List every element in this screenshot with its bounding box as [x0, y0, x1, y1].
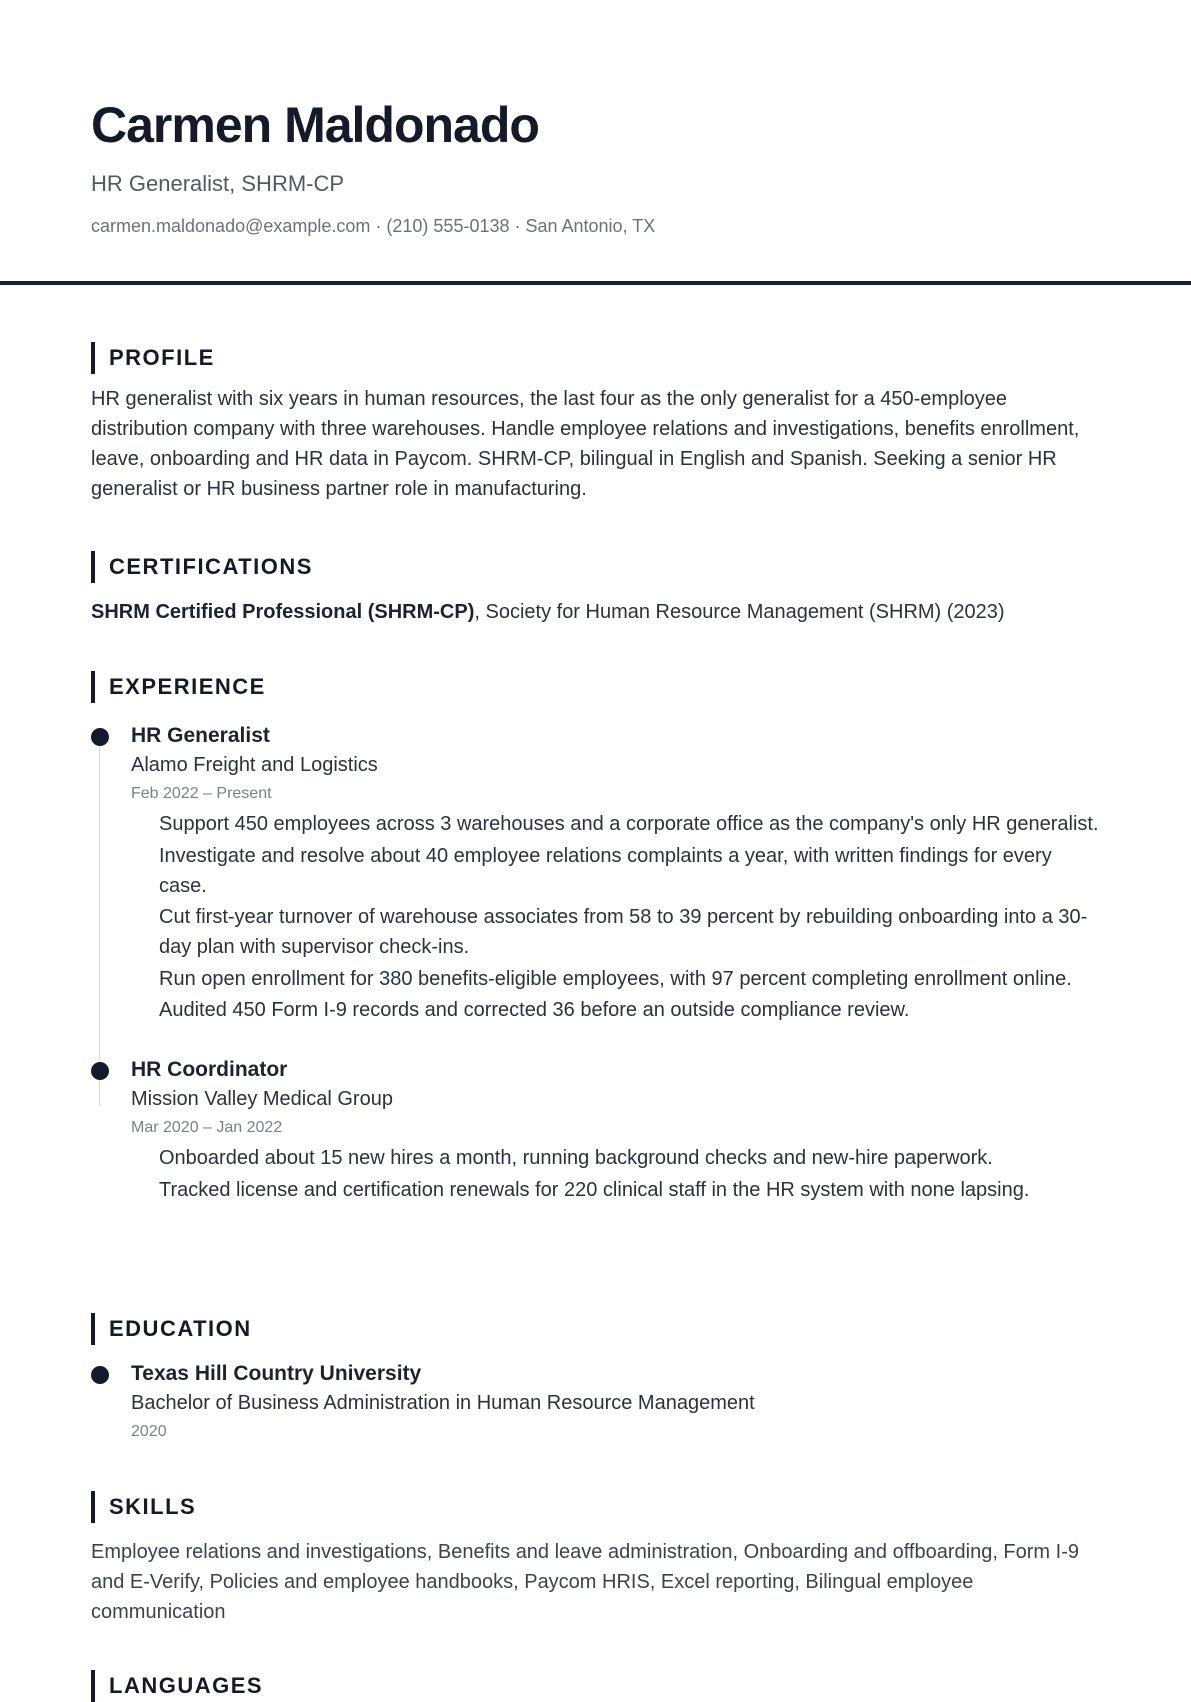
job-title: HR Generalist	[131, 724, 270, 747]
resume-header	[0, 0, 1191, 285]
skills-text: Employee relations and investigations, Benefits and leave administration, Onboarding and offboarding, Form I-9 and E-Verify, Policies and employee handbooks, Paycom HRIS, Excel reporting, Bilingual employee communication	[91, 1541, 1079, 1623]
list-item: Investigate and resolve about 40 employee relations complaints a year, with written findings for every case.	[159, 844, 1052, 897]
job-bullets	[131, 1143, 1101, 1205]
section-heading: EDUCATION	[91, 1313, 1101, 1345]
list-item: Onboarded about 15 new hires a month, running background checks and new-hire paperwork.	[159, 1147, 993, 1169]
list-item: Run open enrollment for 380 benefits-eligible employees, with 97 percent completing enrollment online.	[159, 967, 1072, 990]
candidate-title: HR Generalist, SHRM-CP	[91, 171, 345, 196]
experience-section	[91, 671, 1101, 1206]
education-entry	[91, 1359, 1101, 1447]
job-entry	[91, 1055, 1101, 1205]
timeline-rail	[99, 746, 100, 1106]
education-section	[91, 1313, 1101, 1447]
section-heading: EXPERIENCE	[91, 671, 1101, 703]
job-company: Alamo Freight and Logistics	[131, 754, 378, 776]
job-entry	[91, 721, 1101, 1025]
list-item: Support 450 employees across 3 warehouses and a corporate office as the company's only HR generalist.	[159, 813, 1099, 835]
certifications-section	[91, 551, 1101, 627]
candidate-name: Carmen Maldonado	[91, 97, 539, 153]
school-name: Texas Hill Country University	[131, 1362, 422, 1385]
job-company: Mission Valley Medical Group	[131, 1088, 393, 1110]
degree-name: Bachelor of Business Administration in Human Resource Management	[131, 1392, 755, 1414]
list-item: Cut first-year turnover of warehouse associates from 58 to 39 percent by rebuilding onboarding into a 30-day plan with supervisor check-ins.	[159, 906, 1088, 958]
timeline-dot	[91, 1366, 109, 1384]
list-item: Audited 450 Form I-9 records and corrected 36 before an outside compliance review.	[159, 999, 910, 1021]
graduation-year: 2020	[131, 1423, 167, 1440]
timeline-dot	[91, 728, 109, 746]
timeline-dot	[91, 1062, 109, 1080]
list-item: Tracked license and certification renewals for 220 clinical staff in the HR system with none lapsing.	[159, 1178, 1030, 1201]
contact-line: carmen.maldonado@example.com · (210) 555-0138 · San Antonio, TX	[91, 216, 656, 236]
section-heading: CERTIFICATIONS	[91, 551, 1101, 583]
certification-item: SHRM Certified Professional (SHRM-CP), Society for Human Resource Management (SHRM) (2023)	[91, 601, 1005, 623]
job-title: HR Coordinator	[131, 1058, 288, 1081]
section-heading: LANGUAGES	[91, 1670, 1101, 1702]
profile-section	[91, 342, 1101, 504]
job-dates: Feb 2022 – Present	[131, 785, 272, 802]
job-bullets	[131, 809, 1101, 1025]
job-dates: Mar 2020 – Jan 2022	[131, 1119, 283, 1136]
profile-text: HR generalist with six years in human resources, the last four as the only generalist for a 450-employee distribution company with three warehouses. Handle employee relations and investigations, benefits enrollment, leave, onboarding and HR data in Paycom. SHRM-CP, bilingual in English and Spanish. Seeking a senior HR generalist or HR business partner role in manufacturing.	[91, 388, 1080, 500]
languages-section	[91, 1670, 1101, 1702]
section-heading: PROFILE	[91, 342, 1101, 374]
section-heading: SKILLS	[91, 1491, 1101, 1523]
skills-section	[91, 1491, 1101, 1627]
